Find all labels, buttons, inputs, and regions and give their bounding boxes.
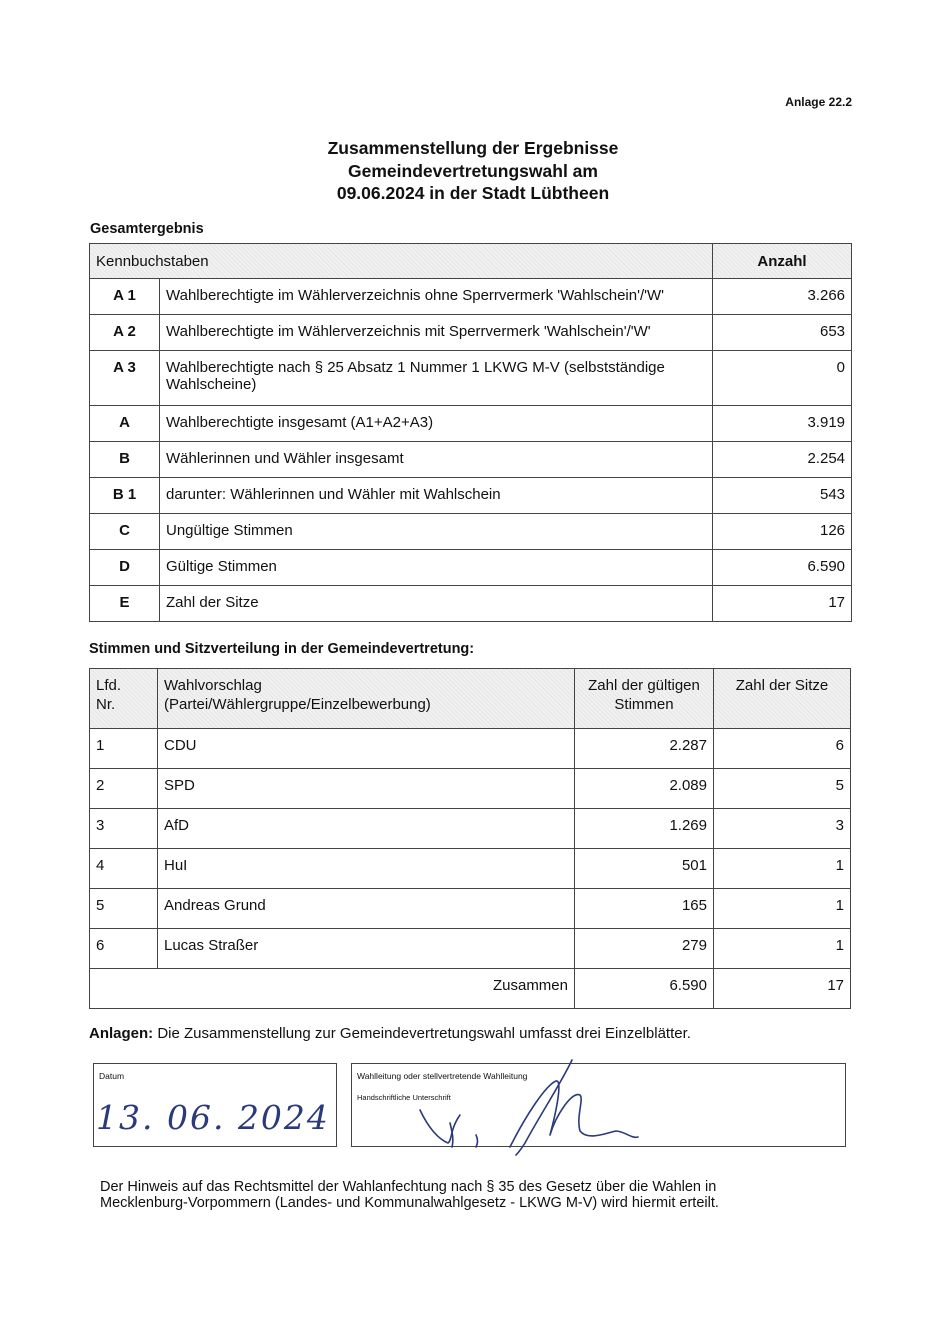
table-row bbox=[90, 769, 851, 809]
row-label: Ungültige Stimmen bbox=[160, 514, 713, 550]
row-nr: 5 bbox=[90, 889, 158, 929]
leitung-label: Wahlleitung oder stellvertretende Wahlleitung bbox=[357, 1071, 528, 1081]
title-line-3: 09.06.2024 in der Stadt Lübtheen bbox=[336, 183, 610, 203]
col-header-anzahl: Anzahl bbox=[713, 244, 852, 279]
table-header-row bbox=[90, 669, 851, 729]
col-header-lfd-nr-line1: Lfd. bbox=[96, 677, 122, 694]
anlagen-note bbox=[89, 1025, 691, 1042]
col-header-stimmen-line1: Zahl der gültigen bbox=[588, 677, 700, 694]
row-value: 653 bbox=[713, 315, 852, 351]
table-row bbox=[90, 550, 852, 586]
row-sitze: 1 bbox=[714, 889, 851, 929]
row-label: Wahlberechtigte im Wählerverzeichnis ohne Sperrvermerk 'Wahlschein'/'W' bbox=[160, 279, 713, 315]
table-row bbox=[90, 849, 851, 889]
row-code: D bbox=[90, 550, 160, 586]
table-row bbox=[90, 351, 852, 406]
col-header-wahlvorschlag bbox=[158, 669, 575, 729]
row-stimmen: 1.269 bbox=[575, 809, 714, 849]
row-code: E bbox=[90, 586, 160, 622]
row-label: Zahl der Sitze bbox=[160, 586, 713, 622]
anlagen-text: Die Zusammenstellung zur Gemeindevertretungswahl umfasst drei Einzelblätter. bbox=[157, 1025, 691, 1042]
row-label: Wählerinnen und Wähler insgesamt bbox=[160, 442, 713, 478]
total-label: Zusammen bbox=[90, 969, 575, 1009]
row-nr: 3 bbox=[90, 809, 158, 849]
row-value: 3.266 bbox=[713, 279, 852, 315]
table-row bbox=[90, 478, 852, 514]
col-header-stimmen-line2: Stimmen bbox=[614, 696, 674, 713]
row-code: A 3 bbox=[90, 351, 160, 406]
col-header-wahlvorschlag-line1: Wahlvorschlag bbox=[164, 677, 262, 694]
row-stimmen: 2.287 bbox=[575, 729, 714, 769]
row-stimmen: 2.089 bbox=[575, 769, 714, 809]
gesamt-heading: Gesamtergebnis bbox=[90, 221, 204, 237]
row-label: Wahlberechtigte nach § 25 Absatz 1 Nummer 1 LKWG M-V (selbstständige Wahlscheine) bbox=[160, 351, 713, 406]
table-row bbox=[90, 889, 851, 929]
anlagen-label: Anlagen: bbox=[89, 1025, 154, 1042]
row-label: Wahlberechtigte insgesamt (A1+A2+A3) bbox=[160, 406, 713, 442]
table-row bbox=[90, 406, 852, 442]
document-title bbox=[200, 137, 746, 205]
row-code: A bbox=[90, 406, 160, 442]
row-sitze: 6 bbox=[714, 729, 851, 769]
row-code: B 1 bbox=[90, 478, 160, 514]
row-label: Wahlberechtigte im Wählerverzeichnis mit Sperrvermerk 'Wahlschein'/'W' bbox=[160, 315, 713, 351]
row-stimmen: 279 bbox=[575, 929, 714, 969]
handwritten-date: 13. 06. 2024 bbox=[96, 1098, 330, 1137]
table-row bbox=[90, 586, 852, 622]
rechtsmittel-hinweis bbox=[100, 1179, 860, 1211]
row-stimmen: 501 bbox=[575, 849, 714, 889]
total-sitze: 17 bbox=[714, 969, 851, 1009]
col-header-lfd-nr bbox=[90, 669, 158, 729]
handwritten-signature bbox=[380, 1055, 660, 1160]
col-header-sitze: Zahl der Sitze bbox=[714, 669, 851, 729]
verteilung-heading: Stimmen und Sitzverteilung in der Gemeindevertretung: bbox=[89, 641, 475, 657]
unterschrift-label: Handschriftliche Unterschrift bbox=[357, 1093, 451, 1102]
row-wahlvorschlag: SPD bbox=[158, 769, 575, 809]
annex-number: Anlage 22.2 bbox=[785, 95, 852, 109]
row-nr: 6 bbox=[90, 929, 158, 969]
row-code: B bbox=[90, 442, 160, 478]
row-code: A 2 bbox=[90, 315, 160, 351]
row-stimmen: 165 bbox=[575, 889, 714, 929]
hinweis-line-2: Mecklenburg-Vorpommern (Landes- und Kommunalwahlgesetz - LKWG M-V) wird hiermit erteilt. bbox=[100, 1195, 719, 1211]
table-header-row bbox=[90, 244, 852, 279]
table-row bbox=[90, 315, 852, 351]
row-label: darunter: Wählerinnen und Wähler mit Wahlschein bbox=[160, 478, 713, 514]
row-value: 3.919 bbox=[713, 406, 852, 442]
total-stimmen: 6.590 bbox=[575, 969, 714, 1009]
sitzverteilung-rows bbox=[90, 729, 851, 969]
row-label: Gültige Stimmen bbox=[160, 550, 713, 586]
title-line-2: Gemeindevertretungswahl am bbox=[348, 160, 598, 181]
row-wahlvorschlag: Andreas Grund bbox=[158, 889, 575, 929]
row-value: 126 bbox=[713, 514, 852, 550]
row-sitze: 3 bbox=[714, 809, 851, 849]
row-nr: 2 bbox=[90, 769, 158, 809]
col-header-kennbuchstaben: Kennbuchstaben bbox=[90, 244, 713, 279]
sitzverteilung-table bbox=[89, 668, 851, 1009]
row-value: 0 bbox=[713, 351, 852, 406]
row-value: 17 bbox=[713, 586, 852, 622]
table-row bbox=[90, 442, 852, 478]
col-header-lfd-nr-line2: Nr. bbox=[96, 696, 116, 713]
table-row bbox=[90, 729, 851, 769]
gesamtergebnis-rows bbox=[90, 279, 852, 622]
row-code: A 1 bbox=[90, 279, 160, 315]
table-row bbox=[90, 279, 852, 315]
row-value: 543 bbox=[713, 478, 852, 514]
row-sitze: 5 bbox=[714, 769, 851, 809]
table-row bbox=[90, 929, 851, 969]
row-wahlvorschlag: Lucas Straßer bbox=[158, 929, 575, 969]
title-line-1: Zusammenstellung der Ergebnisse bbox=[327, 138, 619, 158]
row-value: 6.590 bbox=[713, 550, 852, 586]
table-row bbox=[90, 809, 851, 849]
row-sitze: 1 bbox=[714, 929, 851, 969]
gesamtergebnis-table bbox=[89, 243, 852, 622]
row-sitze: 1 bbox=[714, 849, 851, 889]
table-row bbox=[90, 514, 852, 550]
col-header-stimmen bbox=[575, 669, 714, 729]
hinweis-line-1: Der Hinweis auf das Rechtsmittel der Wahlanfechtung nach § 35 des Gesetz über die Wahlen in bbox=[100, 1179, 717, 1195]
datum-label: Datum bbox=[99, 1071, 125, 1081]
total-row bbox=[90, 969, 851, 1009]
row-wahlvorschlag: CDU bbox=[158, 729, 575, 769]
row-nr: 1 bbox=[90, 729, 158, 769]
row-value: 2.254 bbox=[713, 442, 852, 478]
row-nr: 4 bbox=[90, 849, 158, 889]
row-wahlvorschlag: HuI bbox=[158, 849, 575, 889]
col-header-wahlvorschlag-line2: (Partei/Wählergruppe/Einzelbewerbung) bbox=[164, 696, 431, 713]
row-wahlvorschlag: AfD bbox=[158, 809, 575, 849]
row-code: C bbox=[90, 514, 160, 550]
